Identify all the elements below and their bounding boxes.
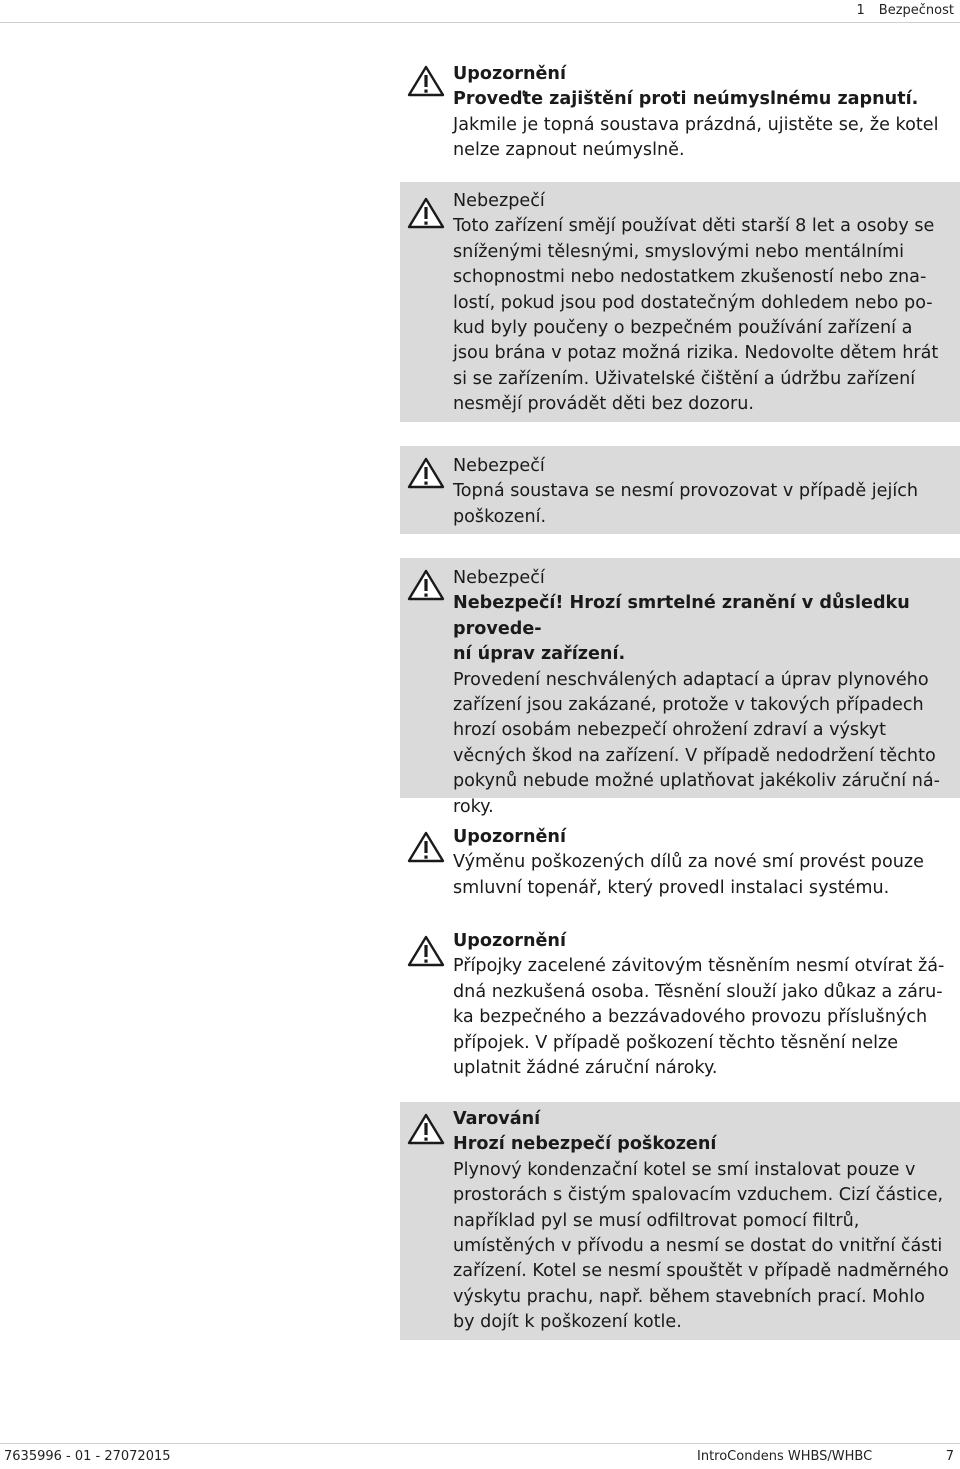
notice-body [453,454,954,530]
notice-line: přípojek. V případě poškození těchto těsnění nelze [453,1032,899,1053]
notice-danger-children [400,182,960,422]
warning-triangle-icon [406,196,446,230]
notice-body [453,1107,954,1336]
notice-line: schopnostmi nebo nedostatkem zkušeností nebo zna- [453,267,927,288]
warning-triangle-icon [406,456,446,490]
notice-subtitle: ní úprav zařízení. [453,644,626,665]
notice-line: Plynový kondenzační kotel se smí instalovat pouze v [453,1159,916,1180]
notice-line: lostí, pokud jsou pod dostatečným dohledem nebo po- [453,292,933,313]
notice-danger-damaged-system [400,446,960,534]
notice-body [453,825,954,901]
notice-line: dná nezkušená osoba. Těsnění slouží jako důkaz a záru- [453,981,943,1002]
notice-line: si se zařízením. Uživatelské čištění a údržbu zařízení [453,368,916,389]
notice-title: Nebezpečí [453,456,545,476]
footer-product-name: IntroCondens WHBS/WHBC [697,1449,873,1464]
notice-line: nelze zapnout neúmyslně. [453,140,685,161]
notice-line: kud byly poučeny o bezpečném používání zařízení a [453,318,913,339]
chapter-title: Bezpečnost [878,3,954,18]
notice-line: prostorách s čistým spalovacím vzduchem. Cizí částice, [453,1185,944,1206]
footer-divider [0,1443,960,1444]
warning-triangle-icon [406,568,446,602]
notice-line: Topná soustava se nesmí provozovat v případě jejích [453,481,919,502]
warning-triangle-icon [406,830,446,864]
page-header [857,0,960,22]
notice-subtitle: Hrozí nebezpečí poškození [453,1134,717,1155]
notice-title: Nebezpečí [453,191,545,211]
chapter-number: 1 [856,3,865,18]
notice-warning-damage [400,1102,960,1340]
notice-line: například pyl se musí odfiltrovat pomocí filtrů, [453,1210,860,1231]
notice-body [453,62,954,164]
notice-line: hrozí osobám nebezpečí ohrožení zdraví a výskyt [453,720,886,741]
notice-caution-unintended-start [400,58,960,166]
warning-triangle-icon [406,1112,446,1146]
notice-body [453,929,954,1081]
notice-line: by dojít k poškození kotle. [453,1312,682,1333]
notice-body [453,566,954,820]
notice-line: Provedení neschválených adaptací a úprav plynového [453,669,929,690]
notice-subtitle: Proveďte zajištění proti neúmyslnému zapnutí. [453,89,919,110]
notice-body [453,189,954,418]
notice-caution-parts-replacement [400,820,960,906]
notice-line: nesmějí provádět děti bez dozoru. [453,394,755,415]
notice-line: pokynů nebude možné uplatňovat jakékoliv záruční ná- [453,771,941,792]
notice-line: Přípojky zacelené závitovým těsněním nesmí otvírat žá- [453,956,945,977]
notice-line: Jakmile je topná soustava prázdná, ujistěte se, že kotel [453,114,939,135]
notice-subtitle: Nebezpečí! Hrozí smrtelné zranění v důsledku provede- [453,593,910,639]
notice-danger-modifications [400,558,960,817]
notice-line: zařízení jsou zakázané, protože v takových případech [453,695,924,716]
header-divider [0,22,960,23]
notice-line: poškození. [453,506,547,527]
notice-title: Nebezpečí [453,568,545,588]
notice-caution-sealed-connections [400,924,960,1084]
warning-triangle-icon [406,934,446,968]
notice-line: zařízení. Kotel se nesmí spouštět v případě nadměrného [453,1261,949,1282]
notice-title: Varování [453,1109,541,1129]
notice-line: věcných škod na zařízení. V případě nedodržení těchto [453,745,936,766]
notice-title: Upozornění [453,64,566,84]
notice-title: Upozornění [453,827,566,847]
notice-line: umístěných v přívodu a nesmí se dostat do vnitřní části [453,1236,943,1257]
footer-doc-number: 7635996 - 01 - 27072015 [4,1449,171,1464]
footer-page-number: 7 [945,1449,954,1464]
notice-line: roky. [453,796,494,817]
notice-title: Upozornění [453,931,566,951]
notice-line: ka bezpečného a bezzávadového provozu příslušných [453,1007,928,1028]
notice-line: Výměnu poškozených dílů za nové smí provést pouze [453,852,924,873]
notice-line: výskytu prachu, např. během stavebních prací. Mohlo [453,1286,925,1307]
notice-line: smluvní topenář, který provedl instalaci systému. [453,877,890,898]
notice-line: jsou brána v potaz možná rizika. Nedovolte dětem hrát [453,343,939,364]
notice-line: Toto zařízení smějí používat děti starší 8 let a osoby se [453,216,935,237]
notice-line: uplatnit žádné záruční nároky. [453,1058,718,1079]
warning-triangle-icon [406,64,446,98]
notice-line: sníženými tělesnými, smyslovými nebo mentálními [453,241,905,262]
